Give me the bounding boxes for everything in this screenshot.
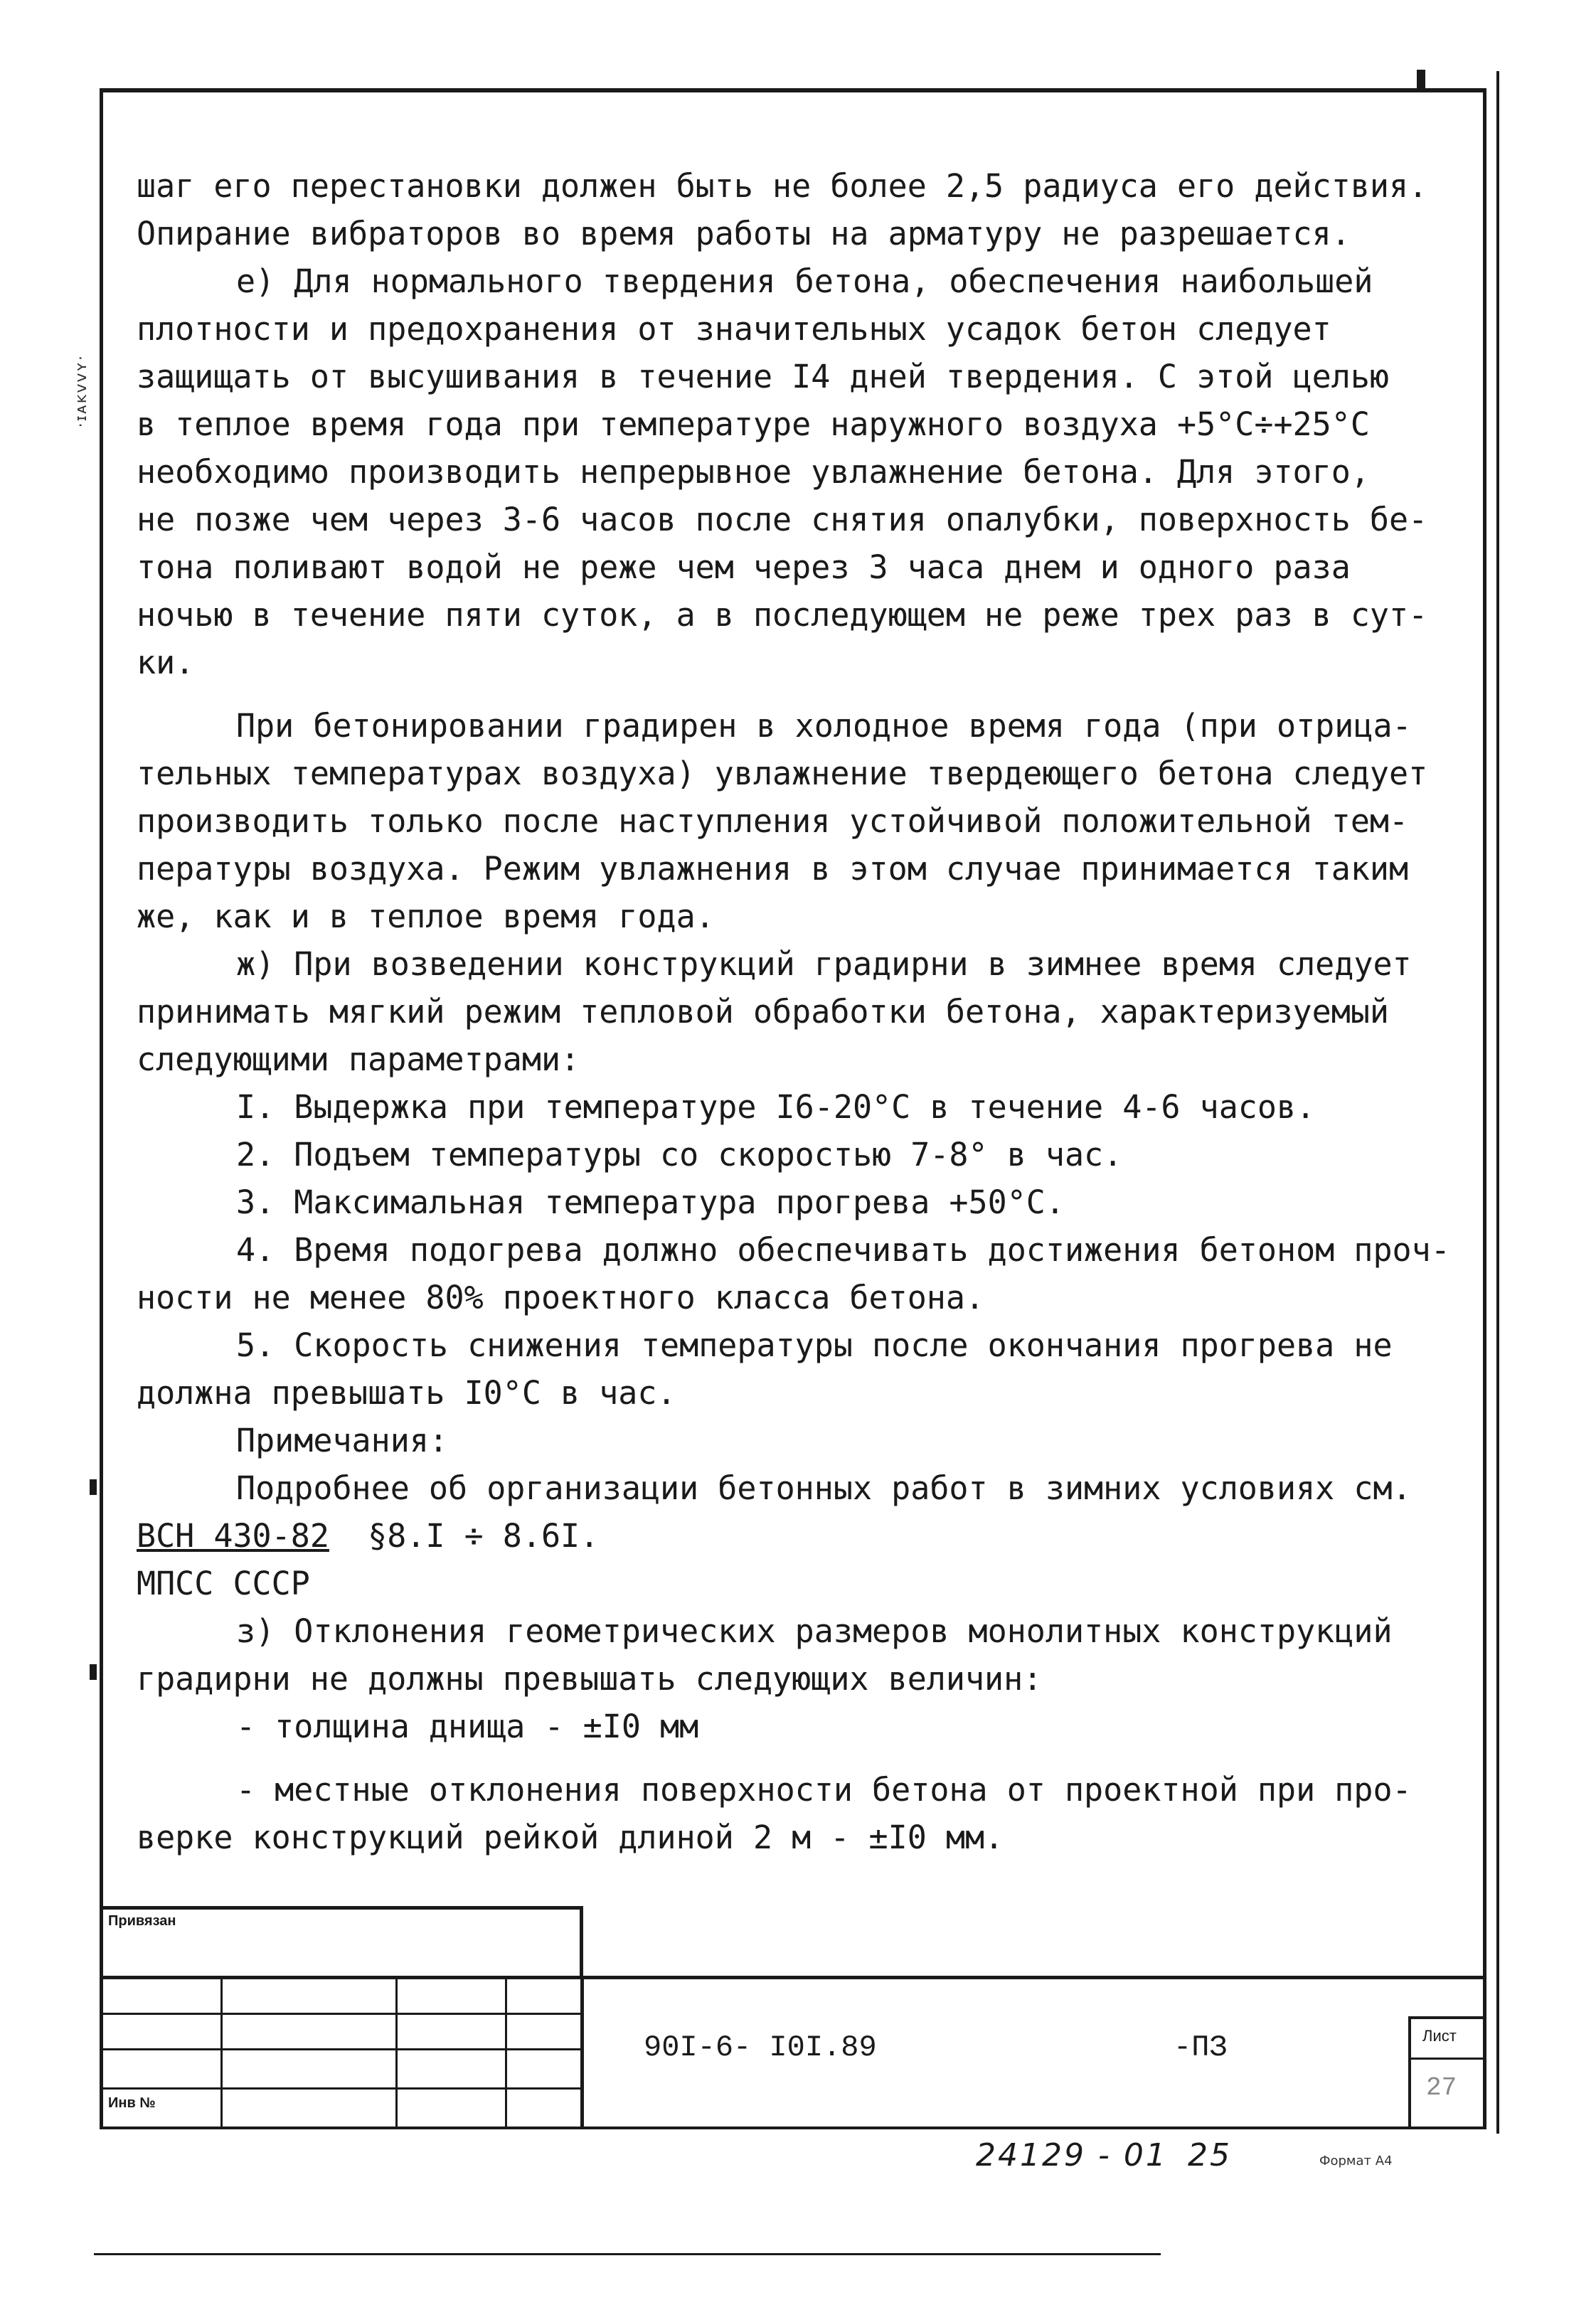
- text-line: ночью в течение пяти суток, а в последующем не реже трех раз в сут-: [137, 596, 1428, 634]
- title-block-row-line: [100, 2013, 583, 2016]
- sheet-box-divider: [1408, 2058, 1486, 2060]
- outer-right-border: [1496, 71, 1499, 2134]
- notes-heading: Примечания:: [236, 1422, 449, 1459]
- text-line: в теплое время года при температуре наружного воздуха +5°С÷+25°С: [137, 405, 1370, 443]
- text-line: ности не менее 80% проектного класса бетона.: [137, 1279, 985, 1316]
- text-line: градирни не должны превышать следующих величин:: [137, 1660, 1043, 1698]
- text-line: шаг его перестановки должен быть не более 2,5 радиуса его действия.: [137, 167, 1428, 205]
- inventory-number-label: Инв №: [108, 2095, 156, 2111]
- margin-stamp-text: ·ɪᴀᴋᴠᴠʏ·: [72, 354, 90, 428]
- document-code: 90I-6- I0I.89: [644, 2030, 877, 2065]
- text-line: производить только после наступления устойчивой положительной тем-: [137, 802, 1409, 840]
- title-block-col-line: [580, 1976, 584, 2129]
- text-line: же, как и в теплое время года.: [137, 898, 715, 935]
- handwritten-page-number: 25: [1188, 2137, 1232, 2173]
- text-line: Опирание вибраторов во время работы на арматуру не разрешается.: [137, 215, 1351, 252]
- text-line: тельных температурах воздуха) увлажнение твердеющего бетона следует: [137, 755, 1428, 792]
- sheet-number: 27: [1426, 2073, 1457, 2102]
- text-line: защищать от высушивания в течение I4 дней твердения. С этой целью: [137, 358, 1389, 395]
- text-line: пературы воздуха. Режим увлажнения в этом случае принимается таким: [137, 850, 1409, 888]
- text-line: плотности и предохранения от значительных усадок бетон следует: [137, 310, 1331, 348]
- text-line: тона поливают водой не реже чем через 3 часа днем и одного раза: [137, 548, 1351, 586]
- text-line: ки.: [137, 644, 195, 681]
- title-block-col-line: [395, 1976, 398, 2129]
- title-block-row-line: [100, 2048, 583, 2052]
- margin-tick-mark: [90, 1664, 97, 1680]
- title-block-row-line: [100, 2087, 583, 2091]
- text-line: не позже чем через 3-6 часов после снятия опалубки, поверхность бе-: [137, 501, 1428, 538]
- handwritten-archive-number: 24129 - 01: [976, 2137, 1168, 2173]
- text-line: При бетонировании градирен в холодное время года (при отрица-: [236, 707, 1412, 745]
- reference-ministry: МПСС СССР: [137, 1565, 310, 1602]
- text-line: необходимо производить непрерывное увлажнение бетона. Для этого,: [137, 453, 1370, 491]
- privyazan-label: Привязан: [108, 1913, 176, 1929]
- list-item: 2. Подъем температуры со скоростью 7-8° в час.: [236, 1136, 1123, 1173]
- text-line: з) Отклонения геометрических размеров монолитных конструкций: [236, 1612, 1393, 1650]
- title-block-top-line: [100, 1976, 1486, 1979]
- text-line: принимать мягкий режим тепловой обработки бетона, характеризуемый: [137, 993, 1389, 1031]
- reference-code: ВСН 430-82: [137, 1517, 329, 1555]
- text-line: ж) При возведении конструкций градирни в зимнее время следует: [236, 945, 1412, 983]
- paper-format-label: Формат А4: [1319, 2154, 1393, 2168]
- title-block-col-line: [505, 1976, 507, 2129]
- list-item: - толщина днища - ±I0 мм: [236, 1708, 699, 1745]
- reference-line: [137, 1512, 1474, 1560]
- text-line: е) Для нормального твердения бетона, обеспечения наибольшей: [236, 262, 1373, 300]
- bottom-rule: [94, 2253, 1161, 2255]
- list-item: 5. Скорость снижения температуры после окончания прогрева не: [236, 1326, 1393, 1364]
- document-suffix: -ПЗ: [1174, 2030, 1228, 2065]
- text-line: должна превышать I0°С в час.: [137, 1374, 676, 1412]
- text-line: верке конструкций рейкой длиной 2 м - ±I0 мм.: [137, 1819, 1004, 1856]
- top-edge-mark: [1417, 70, 1425, 91]
- document-body: [137, 162, 1474, 1861]
- margin-stamp: [71, 306, 91, 477]
- list-item: 4. Время подогрева должно обеспечивать достижения бетоном проч-: [236, 1231, 1450, 1269]
- sheet-label: Лист: [1422, 2027, 1457, 2045]
- reference-sections: §8.I ÷ 8.6I.: [368, 1517, 600, 1555]
- title-block-col-line: [220, 1976, 223, 2129]
- margin-tick-mark: [90, 1479, 97, 1495]
- text-line: Подробнее об организации бетонных работ в зимних условиях см.: [236, 1469, 1412, 1507]
- text-line: следующими параметрами:: [137, 1040, 580, 1078]
- list-item: 3. Максимальная температура прогрева +50°С.: [236, 1183, 1065, 1221]
- list-item: I. Выдержка при температуре I6-20°С в течение 4-6 часов.: [236, 1088, 1316, 1126]
- list-item: - местные отклонения поверхности бетона от проектной при про-: [236, 1771, 1412, 1809]
